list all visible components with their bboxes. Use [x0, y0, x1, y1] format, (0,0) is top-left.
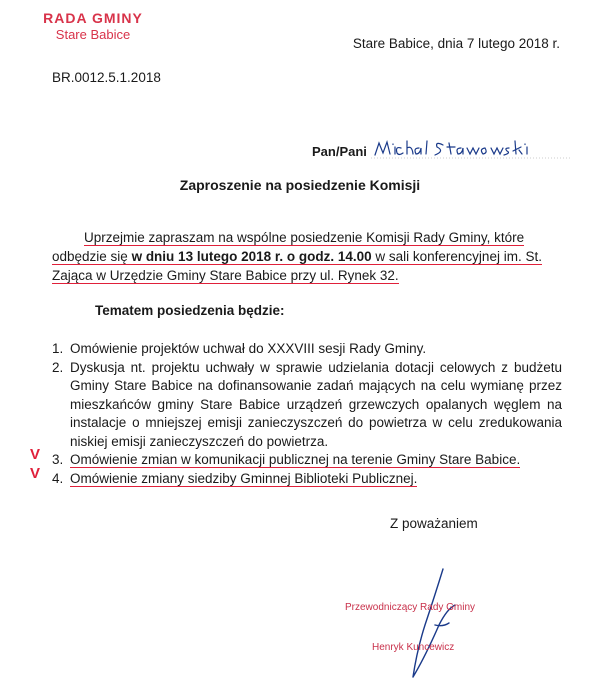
- meeting-date-time: w dniu 13 lutego 2018 r. o godz. 14.00: [131, 249, 372, 264]
- agenda-item-number: 4.: [52, 470, 64, 486]
- agenda-list: [52, 340, 562, 488]
- agenda-item-number: 1.: [52, 341, 64, 356]
- invitation-line-2-start: odbędzie się: [52, 249, 132, 264]
- agenda-item: [52, 359, 562, 452]
- invitation-line-2-end: w sali konferencyjnej im. St.: [371, 249, 542, 264]
- recipient-handwritten-name: [371, 137, 571, 159]
- agenda-item: [52, 470, 562, 489]
- document-title: Zaproszenie na posiedzenie Komisji: [179, 177, 421, 193]
- agenda-item: [52, 340, 562, 359]
- date-line: Stare Babice, dnia 7 lutego 2018 r.: [352, 36, 560, 51]
- agenda-item-number: 3.: [52, 452, 64, 467]
- invitation-line-3: Zająca w Urzędzie Gminy Stare Babice przy ul. Rynek 32.: [52, 268, 399, 283]
- recipient-line: [312, 137, 571, 159]
- reference-number: BR.0012.5.1.2018: [52, 70, 161, 85]
- agenda-item-text: Omówienie zmiany siedziby Gminnej Biblioteki Publicznej.: [70, 470, 418, 486]
- agenda-item-text: Omówienie projektów uchwał do XXXVIII sesji Rady Gminy.: [70, 341, 427, 356]
- invitation-paragraph: [52, 228, 562, 285]
- handwritten-signature: [395, 565, 465, 690]
- agenda-item: [52, 451, 562, 470]
- check-mark-icon: V: [30, 446, 41, 463]
- closing-salutation: Z poważaniem: [390, 516, 478, 531]
- check-mark-icon: V: [30, 465, 41, 482]
- invitation-line-1: Uprzejmie zapraszam na wspólne posiedzenie Komisji Rady Gminy, które: [84, 230, 525, 245]
- agenda-item-text: Omówienie zmian w komunikacji publicznej na terenie Gminy Stare Babice.: [70, 452, 521, 467]
- stamp-line-2: Stare Babice: [55, 27, 131, 42]
- stamp-line-1: RADA GMINY: [43, 10, 143, 26]
- agenda-heading: Tematem posiedzenia będzie:: [95, 303, 285, 318]
- council-stamp: [38, 10, 148, 42]
- agenda-item-text: Dyskusja nt. projektu uchwały w sprawie udzielania dotacji celowych z budżetu Gminy Stare Babice na dofinansowanie zadań mających na celu wymianę przez mieszkańców gminy Stare Babice urządzeń grzewczych opalanych węglem na instalacje o mniejszej emisji zanieczyszczeń do powietrza w celu zredukowania niskiej emisji zanieczyszczeń do powietrza.: [70, 359, 562, 449]
- recipient-label: Pan/Pani: [312, 144, 367, 159]
- signatory-name: Henryk Kuncewicz: [372, 642, 455, 653]
- agenda-item-number: 2.: [52, 359, 64, 375]
- signatory-role: Przewodniczący Rady Gminy: [345, 602, 476, 613]
